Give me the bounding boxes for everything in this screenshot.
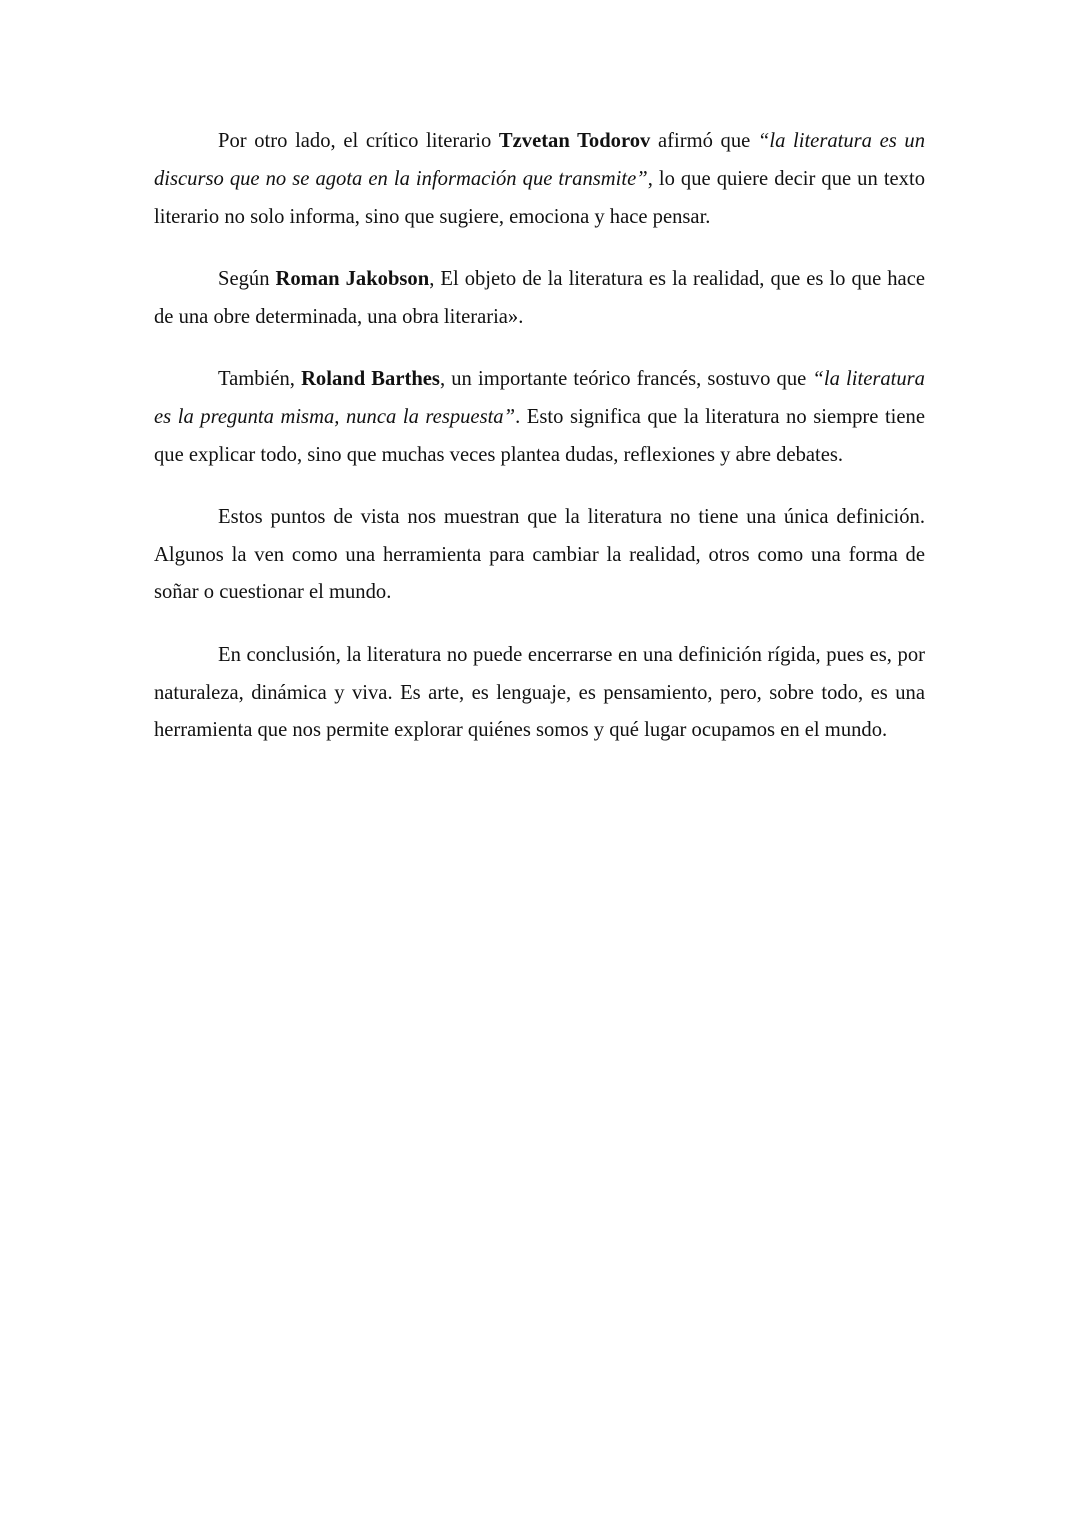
paragraph-puntos-de-vista: [154, 499, 925, 612]
quotation: “la literatura es un discurso que no se agota en la información que transmite”: [154, 130, 925, 190]
document-body: [154, 123, 925, 775]
author-name: Tzvetan Todorov: [498, 130, 651, 152]
text-run: . Esto significa que la literatura no siempre tiene que explicar todo, sino que muchas veces plantea dudas, reflexiones y abre debates.: [154, 405, 925, 466]
paragraph-todorov: [154, 123, 925, 236]
text-run: afirmó que: [650, 130, 758, 152]
text-run: , lo que quiere decir que un texto literario no solo informa, sino que sugiere, emociona y hace pensar.: [154, 167, 925, 228]
paragraph-jakobson: [154, 261, 925, 337]
text-run: Estos puntos de vista nos muestran que la literatura no tiene una única definición. Algunos la ven como una herramienta para cambiar la realidad, otros como una forma de soñar o cuestionar el mundo.: [154, 505, 925, 604]
text-run: En conclusión, la literatura no puede encerrarse en una definición rígida, pues es, por naturaleza, dinámica y viva. Es arte, es lenguaje, es pensamiento, pero, sobre todo, es una herramienta que nos permite explorar quiénes somos y qué lugar ocupamos en el mundo.: [154, 643, 925, 742]
author-name: Roman Jakobson: [275, 267, 430, 290]
paragraph-barthes: [154, 361, 925, 474]
quotation: “la literatura es la pregunta misma, nunca la respuesta”: [154, 367, 925, 428]
paragraph-conclusion: [154, 637, 925, 750]
text-run: También,: [218, 367, 302, 390]
text-run: , El objeto de la literatura es la realidad, que es lo que hace de una obre determinada, una obra literaria».: [154, 267, 925, 328]
text-run: Según: [218, 267, 276, 290]
author-name: Roland Barthes: [301, 367, 440, 390]
text-run: Por otro lado, el crítico literario: [218, 130, 499, 152]
text-run: , un importante teórico francés, sostuvo que: [439, 367, 813, 390]
